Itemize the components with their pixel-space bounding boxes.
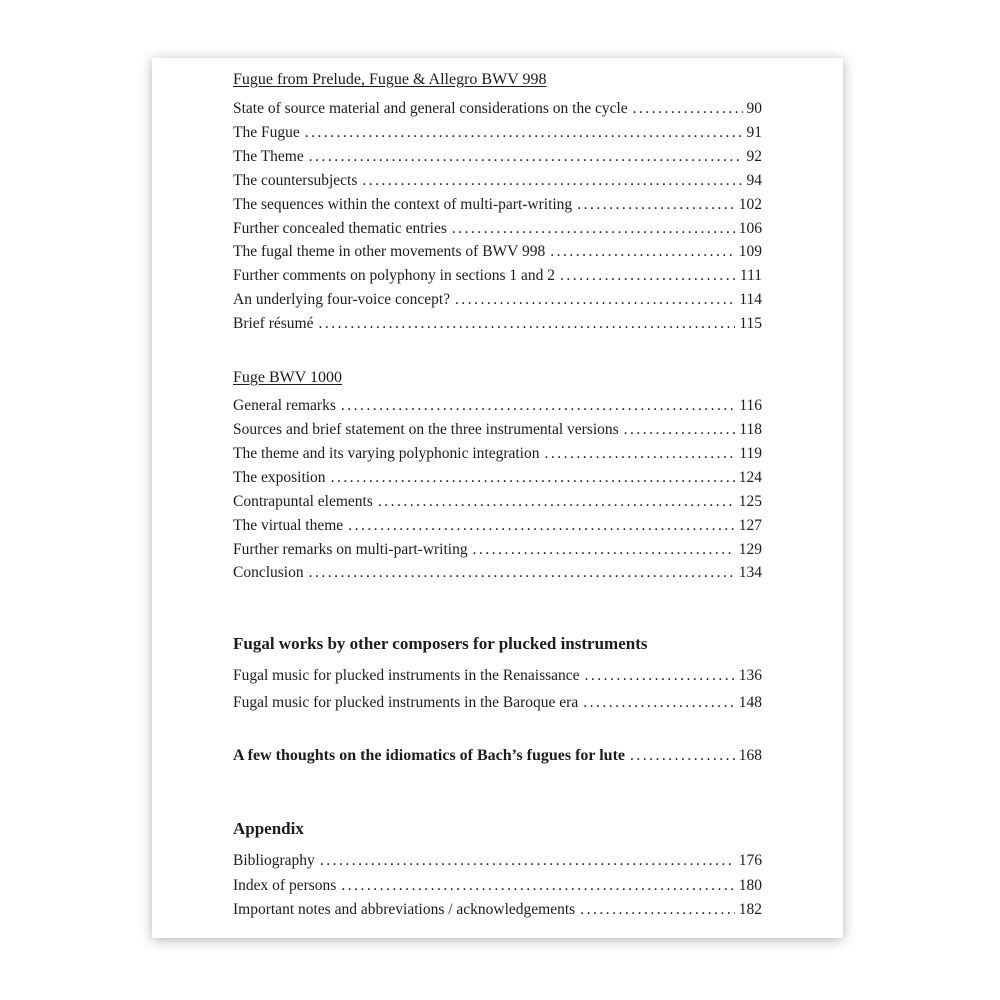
document-page: [152, 58, 843, 938]
toc-entry: [233, 898, 762, 922]
toc-entry: [233, 217, 762, 241]
dot-leader: [544, 442, 735, 466]
toc-entry: [233, 240, 762, 264]
toc-entry-page-number: 127: [738, 516, 762, 534]
toc-section: [233, 816, 762, 922]
toc-entry-page-number: 118: [739, 420, 762, 438]
toc-entry: [233, 490, 762, 514]
toc-entry-page-number: 119: [739, 444, 762, 462]
toc-entry-page-number: 176: [738, 852, 762, 870]
toc-entry: [233, 514, 762, 538]
toc-entry: [233, 193, 762, 217]
dot-leader: [633, 97, 743, 121]
toc-entry-page-number: 180: [738, 876, 762, 894]
section-heading: Fugal works by other composers for plucked instruments: [233, 634, 648, 654]
dot-leader: [378, 490, 735, 514]
toc-entry: [233, 418, 762, 442]
toc-entry-page-number: 148: [738, 693, 762, 711]
toc-entry-title: Further remarks on multi-part-writing: [233, 540, 468, 558]
dot-leader: [550, 240, 735, 264]
toc-entry-title: The virtual theme: [233, 516, 344, 534]
toc-entry: [233, 169, 762, 193]
section-heading: Appendix: [233, 819, 304, 839]
dot-leader: [630, 744, 735, 768]
dot-leader: [455, 288, 735, 312]
toc-entry-title: Brief résumé: [233, 315, 314, 333]
toc-entry-page-number: 134: [738, 564, 762, 582]
toc-entry-title: The theme and its varying polyphonic integration: [233, 444, 540, 462]
table-of-contents: [233, 68, 762, 923]
toc-entry-page-number: 129: [738, 540, 762, 558]
toc-entry-page-number: 125: [738, 492, 762, 510]
toc-entry: [233, 394, 762, 418]
toc-entry-title: Fugal music for plucked instruments in the Renaissance: [233, 667, 580, 685]
toc-entry: [233, 744, 762, 768]
toc-entry-page-number: 106: [738, 219, 762, 237]
toc-entry-title: The Fugue: [233, 123, 300, 141]
toc-entry-title: Contrapuntal elements: [233, 492, 373, 510]
toc-entry-page-number: 182: [738, 901, 762, 919]
dot-leader: [309, 561, 735, 585]
toc-entry-title: An underlying four-voice concept?: [233, 291, 451, 309]
toc-entry: [233, 145, 762, 169]
toc-entry-title: The countersubjects: [233, 171, 358, 189]
toc-section: [233, 366, 762, 585]
toc-entry: [233, 663, 762, 690]
dot-leader: [341, 394, 735, 418]
toc-entry: [233, 690, 762, 717]
toc-entry: [233, 466, 762, 490]
dot-leader: [473, 538, 735, 562]
toc-entry: [233, 538, 762, 562]
toc-entry-title: The Theme: [233, 147, 304, 165]
toc-entry-page-number: 111: [739, 267, 762, 285]
toc-entry-page-number: 116: [739, 397, 762, 415]
toc-entry: [233, 442, 762, 466]
section-heading: Fuge BWV 1000: [233, 369, 343, 387]
toc-entry: [233, 874, 762, 898]
dot-leader: [624, 418, 736, 442]
toc-entry-page-number: 168: [738, 746, 762, 764]
toc-section: [233, 631, 762, 716]
toc-entry-title: The exposition: [233, 468, 326, 486]
toc-entry-page-number: 94: [746, 171, 762, 189]
toc-entry-title: Index of persons: [233, 876, 337, 894]
dot-leader: [348, 514, 735, 538]
toc-entry-page-number: 92: [746, 147, 762, 165]
dot-leader: [309, 145, 743, 169]
toc-entry-page-number: 136: [738, 667, 762, 685]
dot-leader: [331, 466, 735, 490]
toc-entry-page-number: 91: [746, 123, 762, 141]
toc-entry-title: A few thoughts on the idiomatics of Bach’s fugues for lute: [233, 746, 626, 764]
toc-entry-title: Conclusion: [233, 564, 304, 582]
dot-leader: [320, 849, 735, 873]
toc-entry: [233, 97, 762, 121]
toc-entry-page-number: 115: [739, 315, 762, 333]
dot-leader: [585, 663, 735, 690]
toc-entry: [233, 561, 762, 585]
dot-leader: [305, 121, 743, 145]
toc-section: [233, 68, 762, 336]
toc-section: [233, 744, 762, 768]
toc-entry: [233, 264, 762, 288]
toc-entry-title: Further comments on polyphony in sections 1 and 2: [233, 267, 556, 285]
toc-entry-title: The fugal theme in other movements of BWV 998: [233, 243, 546, 261]
dot-leader: [580, 898, 735, 922]
dot-leader: [318, 312, 735, 336]
toc-entry: [233, 849, 762, 873]
dot-leader: [362, 169, 742, 193]
dot-leader: [452, 217, 735, 241]
toc-entry-page-number: 90: [746, 100, 762, 117]
toc-entry-page-number: 109: [738, 243, 762, 261]
dot-leader: [560, 264, 736, 288]
dot-leader: [341, 874, 734, 898]
toc-entry-page-number: 124: [738, 468, 762, 486]
section-heading: Fugue from Prelude, Fugue & Allegro BWV 998: [233, 71, 547, 88]
toc-entry: [233, 121, 762, 145]
page-content: [152, 58, 843, 923]
toc-entry-title: Sources and brief statement on the three instrumental versions: [233, 420, 619, 438]
toc-entry-title: Fugal music for plucked instruments in the Baroque era: [233, 693, 579, 711]
toc-entry: [233, 288, 762, 312]
toc-entry-title: General remarks: [233, 397, 336, 415]
dot-leader: [583, 690, 735, 717]
toc-entry-title: Further concealed thematic entries: [233, 219, 447, 237]
toc-entry-title: Important notes and abbreviations / acknowledgements: [233, 901, 576, 919]
toc-entry-title: State of source material and general considerations on the cycle: [233, 100, 628, 117]
toc-entry-page-number: 102: [738, 195, 762, 213]
dot-leader: [577, 193, 735, 217]
toc-entry-title: The sequences within the context of multi-part-writing: [233, 195, 573, 213]
toc-entry: [233, 312, 762, 336]
toc-entry-title: Bibliography: [233, 852, 315, 870]
toc-entry-page-number: 114: [739, 291, 762, 309]
